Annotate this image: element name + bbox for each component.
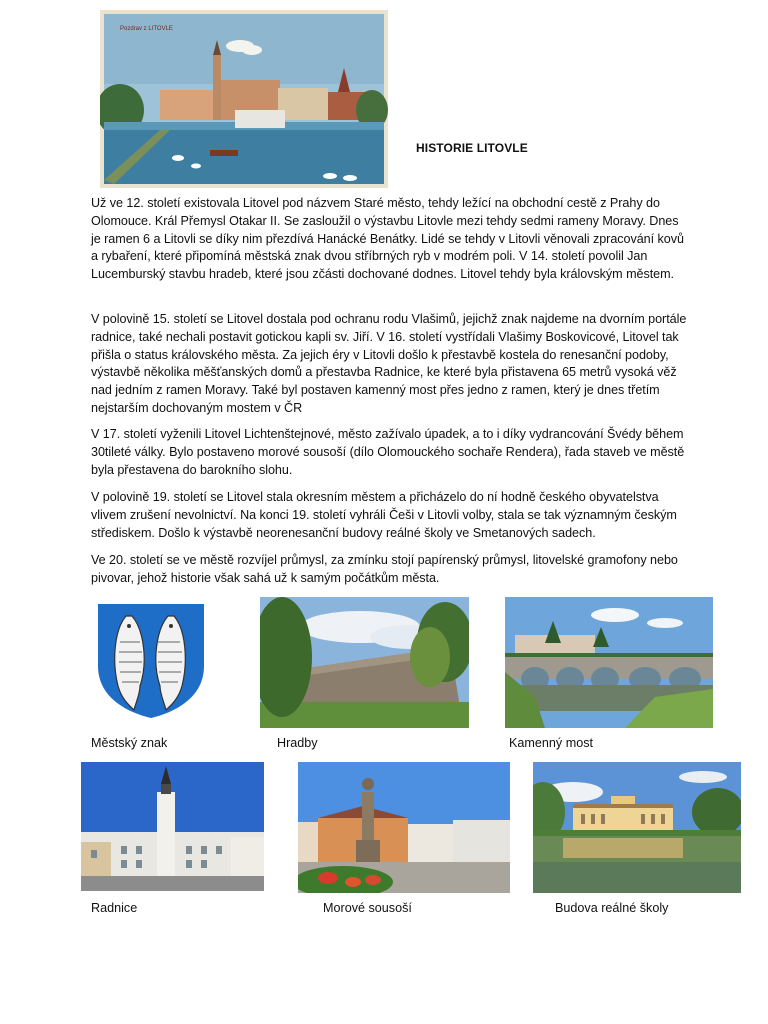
caption-plague-column: Morové sousoší: [323, 901, 412, 915]
caption-town-hall: Radnice: [91, 901, 138, 915]
caption-stone-bridge: Kamenný most: [509, 736, 593, 750]
plague-column-image: [298, 762, 510, 893]
school-building-image: [533, 762, 741, 893]
postcard-image: [100, 10, 388, 188]
paragraph-2: V polovině 15. století se Litovel dostala pod ochranu rodu Vlašimů, jejichž znak najdeme na dvorním portále radnice, také nechali postavit gotickou kapli sv. Jiří. V 16. století vystřídali Vlašimy Boskovicové, Litovel tak přišla o status královského města. Za jejich éry v Litovli došlo k přestavbě kostela do renesanční podoby, výstavbě několika měšťanských domů a přestavba Radnice, ke které byla přistavena 65 metrů vysoká věž nad jedním z ramen Moravy. Také byl postaven kamenný most přes jedno z ramen, který je dnes třetím nejstarším dochovaným mostem v ČR: [91, 312, 687, 415]
caption-school-building: Budova reálné školy: [555, 901, 669, 915]
page-title: HISTORIE LITOVLE: [416, 141, 528, 155]
postcard-caption: Pozdrav z LITOVLE: [120, 26, 173, 32]
stone-bridge-image: [505, 597, 713, 728]
paragraph-1: Už ve 12. století existovala Litovel pod názvem Staré město, tehdy ležící na obchodní cestě z Prahy do Olomouce. Král Přemysl Otakar II. Se zasloužil o výstavbu Litovle mezi tehdy sedmi rameny Moravy. Dnes je ramen 6 a Litovli se díky nim přezdívá Hanácké Benátky. Lidé se tehdy v Litovli věnovali zpracování kovů a rybaření, které připomíná městská znak dvou stříbrných ryb v modrém poli. V 14. století povolil Jan Lucemburský stavbu hradeb, které jsou zčásti dochované dodnes. Litovel tehdy byla královským městem.: [91, 196, 684, 282]
coat-of-arms-image: [96, 602, 206, 720]
paragraph-5: Ve 20. století se ve městě rozvíjel průmysl, za zmínku stojí papírenský průmysl, litovelské gramofony nebo pivovar, jehož historie však sahá už k samým počátkům města.: [91, 553, 678, 585]
city-walls-image: [260, 597, 469, 728]
town-hall-image: [81, 762, 264, 891]
paragraph-3: V 17. století vyženili Litovel Lichtenštejnové, město zažívalo úpadek, a to i díky vydrancování Švédy během 30tileté války. Bylo postaveno morové sousoší (dílo Olomouckého sochaře Rendera), řada staveb ve městě byla přestavena do barokního slohu.: [91, 427, 685, 477]
caption-coat-of-arms: Městský znak: [91, 736, 168, 750]
paragraph-4: V polovině 19. století se Litovel stala okresním městem a přicházelo do ní hodně českého obyvatelstva vlivem zrušení nevolnictví. Na konci 19. století vyhráli Češi v Litovli volby, stala se tak významným českým střediskem. Došlo k výstavbě neorenesanční budovy reálné školy ve Smetanových sadech.: [91, 490, 677, 540]
caption-city-walls: Hradby: [277, 736, 318, 750]
